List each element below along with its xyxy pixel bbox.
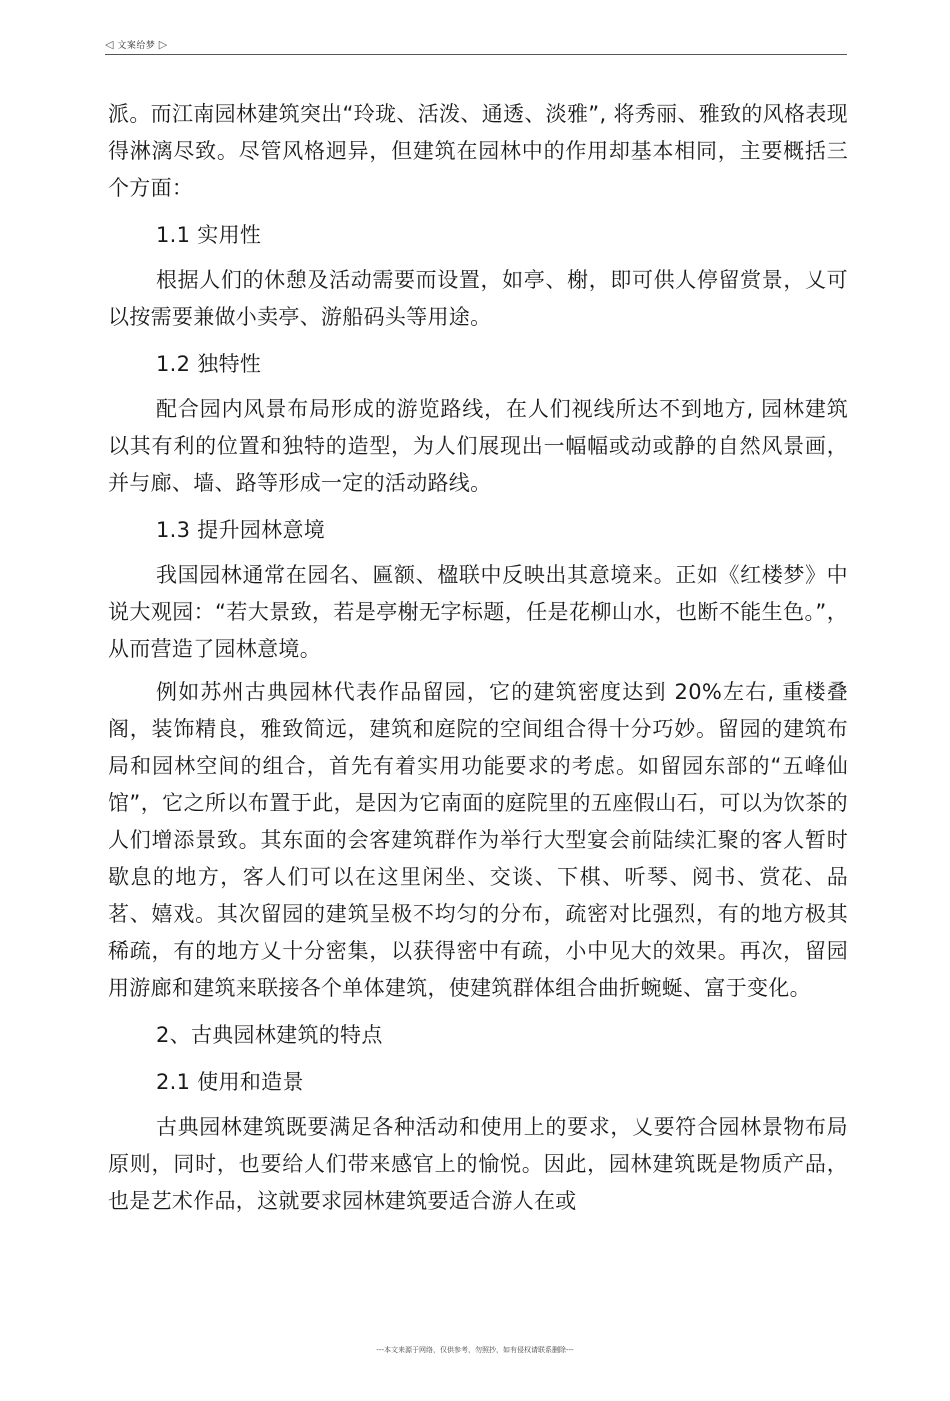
page-header [105,38,168,51]
document-body [108,96,848,1226]
section-heading: 1.3 提升园林意境 [156,518,326,542]
page-footer: ---本文来源于网络，仅供参考，勿照抄，如有侵权请联系删除--- [376,1346,574,1354]
header-title: 文案给梦 [117,41,156,51]
paragraph: 我国园林通常在园名、匾额、楹联中反映出其意境来。正如《红楼梦》中说大观园：“若大景致，若是亭榭无字标题，任是花柳山水，也断不能生色。”，从而营造了园林意境。 [108,563,848,661]
paragraph: 配合园内风景布局形成的游览路线，在人们视线所达不到地方, 园林建筑以其有利的位置和独特的造型，为人们展现出一幅幅或动或静的自然风景画，并与廊、墙、路等形成一定的活动路线。 [108,397,848,495]
section-heading: 2.1 使用和造景 [156,1070,304,1094]
paragraph: 例如苏州古典园林代表作品留园，它的建筑密度达到 20%左右, 重楼叠阁，装饰精良，雅致简远，建筑和庭院的空间组合得十分巧妙。留园的建筑布局和园林空间的组合，首先有着实用功能要求的考虑。如留园东部的“五峰仙馆”，它之所以布置于此，是因为它南面的庭院里的五座假山石，可以为饮茶的人们增添景致。其东面的会客建筑群作为举行大型宴会前陆续汇聚的客人暂时歇息的地方，客人们可以在这里闲坐、交谈、下棋、听琴、阅书、赏花、品茗、嬉戏。其次留园的建筑呈极不均匀的分布，疏密对比强烈，有的地方极其稀疏，有的地方乂十分密集，以获得密中有疏，小中见大的效果。再次，留园用游廊和建筑来联接各个单体建筑，使建筑群体组合曲折蜿蜒、富于变化。 [108,680,848,1000]
paragraph: 根据人们的休憩及活动需要而设置，如亭、榭，即可供人停留赏景，乂可以按需要兼做小卖亭、游船码头等用途。 [108,268,848,329]
section-heading: 1.2 独特性 [156,352,262,376]
right-triangle-icon: ▷ [158,38,168,51]
header-divider [105,54,847,55]
paragraph: 古典园林建筑既要满足各种活动和使用上的要求，乂要符合园林景物布局原则，同时，也要给人们带来感官上的愉悦。因此，园林建筑既是物质产品，也是艺术作品，这就要求园林建筑要适合游人在或 [108,1115,848,1213]
section-heading: 2、古典园林建筑的特点 [156,1023,383,1047]
left-triangle-icon: ◁ [105,38,114,51]
paragraph: 派。而江南园林建筑突出“玲珑、活泼、通透、淡雅”, 将秀丽、雅致的风格表现得淋漓尽致。尽管风格迥异，但建筑在园林中的作用却基本相同，主要概括三个方面： [108,102,848,200]
section-heading: 1.1 实用性 [156,223,262,247]
